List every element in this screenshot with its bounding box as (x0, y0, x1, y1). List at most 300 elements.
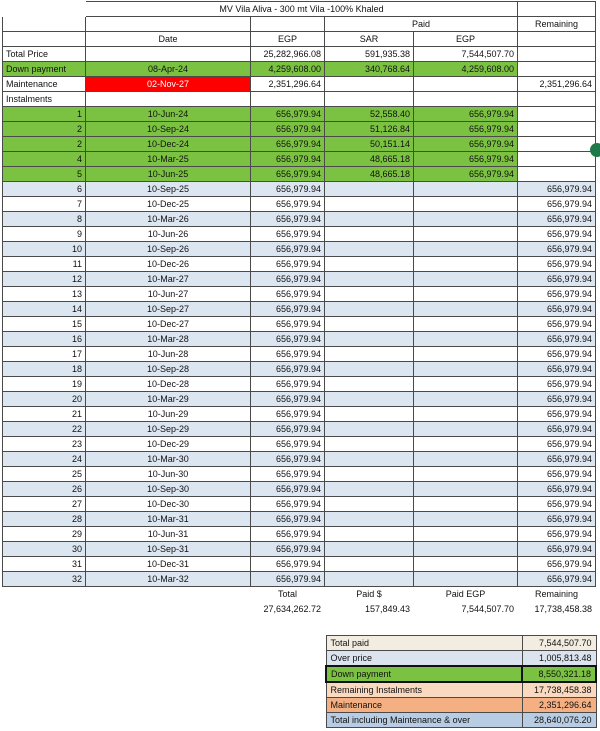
instalment-number[interactable]: 12 (3, 272, 86, 287)
instalment-remaining[interactable]: 656,979.94 (518, 437, 596, 452)
instalment-date[interactable]: 10-Dec-30 (86, 497, 251, 512)
blank-cell (3, 602, 86, 617)
instalment-date[interactable]: 10-Dec-24 (86, 137, 251, 152)
instalment-number[interactable]: 2 (3, 137, 86, 152)
instalment-number[interactable]: 16 (3, 332, 86, 347)
instalment-number[interactable]: 4 (3, 152, 86, 167)
instalment-row (3, 422, 596, 437)
blank-cell[interactable] (518, 47, 596, 62)
instalment-paid-egp[interactable] (414, 572, 518, 587)
instalment-egp[interactable]: 656,979.94 (251, 437, 325, 452)
maintenance-egp[interactable]: 2,351,296.64 (251, 77, 325, 92)
instalment-row (3, 212, 596, 227)
blank-cell (3, 2, 86, 17)
instalment-date[interactable]: 10-Sep-31 (86, 542, 251, 557)
down-payment-date[interactable]: 08-Apr-24 (86, 62, 251, 77)
instalment-number[interactable]: 13 (3, 287, 86, 302)
blank-cell[interactable] (3, 32, 86, 47)
instalment-remaining[interactable]: 656,979.94 (518, 287, 596, 302)
instalment-number[interactable]: 23 (3, 437, 86, 452)
instalment-paid-egp[interactable]: 656,979.94 (414, 167, 518, 182)
summary-table (325, 635, 597, 728)
instalment-number[interactable]: 17 (3, 347, 86, 362)
instalment-date[interactable]: 10-Jun-26 (86, 227, 251, 242)
instalment-paid-egp[interactable] (414, 437, 518, 452)
instalment-paid-egp[interactable] (414, 197, 518, 212)
blank-cell[interactable] (325, 92, 414, 107)
instalment-row (3, 197, 596, 212)
instalment-date[interactable]: 10-Dec-28 (86, 377, 251, 392)
summary-over-price-label[interactable]: Over price (326, 651, 522, 667)
instalment-sar[interactable] (325, 287, 414, 302)
instalment-paid-egp[interactable] (414, 287, 518, 302)
total-price-egp[interactable]: 25,282,966.08 (251, 47, 325, 62)
maintenance-remaining[interactable]: 2,351,296.64 (518, 77, 596, 92)
instalment-row (3, 167, 596, 182)
instalment-row (3, 287, 596, 302)
instalment-number[interactable]: 32 (3, 572, 86, 587)
instalment-sar[interactable] (325, 302, 414, 317)
instalment-paid-egp[interactable] (414, 182, 518, 197)
blank-cell[interactable] (414, 92, 518, 107)
instalment-number[interactable]: 27 (3, 497, 86, 512)
instalment-paid-egp[interactable] (414, 557, 518, 572)
down-payment-egp[interactable]: 4,259,608.00 (251, 62, 325, 77)
instalment-paid-egp[interactable] (414, 377, 518, 392)
instalment-remaining[interactable]: 656,979.94 (518, 242, 596, 257)
summary-row (326, 713, 596, 728)
instalment-egp[interactable]: 656,979.94 (251, 407, 325, 422)
maintenance-date[interactable]: 02-Nov-27 (86, 77, 251, 92)
summary-grand-total-label[interactable]: Total including Maintenance & over (326, 713, 522, 728)
blank-cell[interactable] (86, 17, 251, 32)
title-row (3, 2, 596, 17)
egp-header[interactable]: EGP (251, 32, 325, 47)
instalments-body (3, 107, 596, 587)
instalment-remaining[interactable]: 656,979.94 (518, 512, 596, 527)
totals-label-row (3, 587, 596, 602)
instalment-remaining[interactable]: 656,979.94 (518, 392, 596, 407)
sar-header[interactable]: SAR (325, 32, 414, 47)
instalment-sar[interactable] (325, 407, 414, 422)
instalment-remaining[interactable]: 656,979.94 (518, 347, 596, 362)
summary-row (326, 698, 596, 713)
instalment-egp[interactable]: 656,979.94 (251, 287, 325, 302)
instalment-number[interactable]: 1 (3, 107, 86, 122)
instalment-sar[interactable] (325, 332, 414, 347)
instalment-number[interactable]: 22 (3, 422, 86, 437)
instalment-paid-egp[interactable] (414, 527, 518, 542)
summary-down-payment-value[interactable]: 8,550,321.18 (522, 666, 596, 682)
instalment-number[interactable]: 7 (3, 197, 86, 212)
instalment-date[interactable]: 10-Mar-30 (86, 452, 251, 467)
instalment-date[interactable]: 10-Jun-25 (86, 167, 251, 182)
summary-remaining-label[interactable]: Remaining Instalments (326, 682, 522, 698)
total-price-label[interactable]: Total Price (3, 47, 86, 62)
instalment-sar[interactable] (325, 212, 414, 227)
instalment-date[interactable]: 10-Mar-32 (86, 572, 251, 587)
blank-cell[interactable] (518, 62, 596, 77)
totals-paid-usd-label: Paid $ (356, 589, 382, 599)
instalment-paid-egp[interactable] (414, 257, 518, 272)
instalment-row (3, 257, 596, 272)
down-payment-sar[interactable]: 340,768.64 (325, 62, 414, 77)
instalment-paid-egp[interactable] (414, 302, 518, 317)
instalment-sar[interactable]: 48,665.18 (325, 152, 414, 167)
instalment-sar[interactable] (325, 467, 414, 482)
instalment-paid-egp[interactable] (414, 392, 518, 407)
remaining-header[interactable]: Remaining (518, 17, 596, 32)
instalment-row (3, 152, 596, 167)
blank-cell[interactable] (86, 47, 251, 62)
summary-over-price-value[interactable]: 1,005,813.48 (522, 651, 596, 667)
instalment-remaining[interactable] (518, 152, 596, 167)
instalment-egp[interactable]: 656,979.94 (251, 572, 325, 587)
instalment-sar[interactable] (325, 572, 414, 587)
instalment-number[interactable]: 6 (3, 182, 86, 197)
instalment-row (3, 122, 596, 137)
instalment-remaining[interactable]: 656,979.94 (518, 197, 596, 212)
blank-cell (3, 587, 86, 602)
instalment-egp[interactable]: 656,979.94 (251, 317, 325, 332)
instalment-sar[interactable] (325, 527, 414, 542)
instalment-row (3, 527, 596, 542)
instalment-row (3, 557, 596, 572)
totals-remaining-label: Remaining (534, 589, 579, 599)
instalment-number[interactable]: 21 (3, 407, 86, 422)
instalment-paid-egp[interactable] (414, 467, 518, 482)
instalment-egp[interactable]: 656,979.94 (251, 122, 325, 137)
instalment-number[interactable]: 28 (3, 512, 86, 527)
instalment-sar[interactable] (325, 557, 414, 572)
instalment-remaining[interactable]: 656,979.94 (518, 362, 596, 377)
paid-header[interactable]: Paid (325, 17, 518, 32)
maintenance-row (3, 77, 596, 92)
summary-row (326, 636, 596, 651)
instalment-sar[interactable] (325, 317, 414, 332)
instalment-paid-egp[interactable] (414, 542, 518, 557)
down-payment-row (3, 62, 596, 77)
instalment-remaining[interactable]: 656,979.94 (518, 467, 596, 482)
blank-cell (86, 587, 251, 602)
totals-value-row (3, 602, 596, 617)
instalment-row (3, 512, 596, 527)
instalment-sar[interactable]: 50,151.14 (325, 137, 414, 152)
instalment-paid-egp[interactable] (414, 272, 518, 287)
instalment-egp[interactable]: 656,979.94 (251, 557, 325, 572)
instalment-sar[interactable] (325, 257, 414, 272)
instalment-sar[interactable] (325, 452, 414, 467)
instalment-remaining[interactable]: 656,979.94 (518, 542, 596, 557)
summary-row (326, 682, 596, 698)
instalment-paid-egp[interactable] (414, 512, 518, 527)
instalment-row (3, 437, 596, 452)
instalment-sar[interactable] (325, 437, 414, 452)
instalment-row (3, 347, 596, 362)
instalment-remaining[interactable]: 656,979.94 (518, 572, 596, 587)
selection-handle-icon[interactable] (590, 143, 600, 157)
paid-egp-header[interactable]: EGP (414, 32, 518, 47)
instalment-number[interactable]: 29 (3, 527, 86, 542)
instalment-egp[interactable]: 656,979.94 (251, 197, 325, 212)
instalment-remaining[interactable]: 656,979.94 (518, 332, 596, 347)
summary-row (326, 651, 596, 667)
instalment-number[interactable]: 15 (3, 317, 86, 332)
down-payment-paid-egp[interactable]: 4,259,608.00 (414, 62, 518, 77)
blank-cell[interactable] (518, 2, 596, 17)
instalment-egp[interactable]: 656,979.94 (251, 212, 325, 227)
instalment-number[interactable]: 20 (3, 392, 86, 407)
instalment-row (3, 137, 596, 152)
instalment-number[interactable]: 9 (3, 227, 86, 242)
instalment-paid-egp[interactable] (414, 497, 518, 512)
instalments-label[interactable]: Instalments (3, 92, 86, 107)
instalment-number[interactable]: 10 (3, 242, 86, 257)
instalment-number[interactable]: 24 (3, 452, 86, 467)
instalment-sar[interactable] (325, 422, 414, 437)
blank-cell[interactable] (251, 17, 325, 32)
instalment-paid-egp[interactable] (414, 482, 518, 497)
instalment-sar[interactable] (325, 542, 414, 557)
instalment-remaining[interactable]: 656,979.94 (518, 422, 596, 437)
instalment-date[interactable]: 10-Mar-26 (86, 212, 251, 227)
instalment-sar[interactable] (325, 182, 414, 197)
instalment-row (3, 482, 596, 497)
instalment-row (3, 572, 596, 587)
instalment-number[interactable]: 8 (3, 212, 86, 227)
instalment-number[interactable]: 30 (3, 542, 86, 557)
instalment-sar[interactable] (325, 362, 414, 377)
instalment-date[interactable]: 10-Sep-29 (86, 422, 251, 437)
instalment-remaining[interactable]: 656,979.94 (518, 227, 596, 242)
instalment-egp[interactable]: 656,979.94 (251, 377, 325, 392)
instalment-number[interactable]: 14 (3, 302, 86, 317)
instalments-label-row (3, 92, 596, 107)
instalment-egp[interactable]: 656,979.94 (251, 182, 325, 197)
blank-cell[interactable] (3, 17, 86, 32)
totals-paid-egp-value: 7,544,507.70 (461, 604, 514, 614)
instalment-remaining[interactable]: 656,979.94 (518, 407, 596, 422)
instalment-paid-egp[interactable] (414, 362, 518, 377)
instalment-egp[interactable]: 656,979.94 (251, 227, 325, 242)
instalment-egp[interactable]: 656,979.94 (251, 167, 325, 182)
instalment-number[interactable]: 26 (3, 482, 86, 497)
summary-row (326, 666, 596, 682)
instalment-remaining[interactable]: 656,979.94 (518, 317, 596, 332)
instalment-sar[interactable] (325, 197, 414, 212)
instalment-egp[interactable]: 656,979.94 (251, 422, 325, 437)
instalment-egp[interactable]: 656,979.94 (251, 392, 325, 407)
instalment-egp[interactable]: 656,979.94 (251, 257, 325, 272)
instalment-date[interactable]: 10-Jun-27 (86, 287, 251, 302)
instalment-remaining[interactable]: 656,979.94 (518, 272, 596, 287)
instalment-row (3, 242, 596, 257)
instalment-paid-egp[interactable]: 656,979.94 (414, 137, 518, 152)
instalment-sar[interactable] (325, 347, 414, 362)
instalment-sar[interactable] (325, 512, 414, 527)
instalment-date[interactable]: 10-Jun-31 (86, 527, 251, 542)
instalment-date[interactable]: 10-Dec-29 (86, 437, 251, 452)
instalment-egp[interactable]: 656,979.94 (251, 482, 325, 497)
instalment-sar[interactable]: 51,126.84 (325, 122, 414, 137)
instalment-row (3, 392, 596, 407)
instalment-egp[interactable]: 656,979.94 (251, 242, 325, 257)
instalment-row (3, 452, 596, 467)
instalment-remaining[interactable] (518, 122, 596, 137)
instalment-sar[interactable]: 48,665.18 (325, 167, 414, 182)
blank-cell[interactable] (251, 92, 325, 107)
instalment-remaining[interactable]: 656,979.94 (518, 452, 596, 467)
instalment-remaining[interactable]: 656,979.94 (518, 527, 596, 542)
blank-cell (86, 602, 251, 617)
instalment-egp[interactable]: 656,979.94 (251, 347, 325, 362)
instalment-sar[interactable] (325, 482, 414, 497)
instalment-remaining[interactable]: 656,979.94 (518, 482, 596, 497)
blank-cell[interactable] (414, 77, 518, 92)
blank-cell[interactable] (86, 92, 251, 107)
instalment-number[interactable]: 25 (3, 467, 86, 482)
instalment-egp[interactable]: 656,979.94 (251, 152, 325, 167)
instalment-remaining[interactable]: 656,979.94 (518, 302, 596, 317)
instalment-row (3, 182, 596, 197)
instalment-paid-egp[interactable] (414, 407, 518, 422)
instalment-date[interactable]: 10-Jun-24 (86, 107, 251, 122)
instalment-sar[interactable] (325, 392, 414, 407)
instalment-sar[interactable] (325, 272, 414, 287)
instalment-date[interactable]: 10-Mar-31 (86, 512, 251, 527)
instalment-date[interactable]: 10-Mar-27 (86, 272, 251, 287)
instalment-date[interactable]: 10-Sep-25 (86, 182, 251, 197)
instalment-date[interactable]: 10-Sep-28 (86, 362, 251, 377)
blank-cell[interactable] (325, 77, 414, 92)
instalment-egp[interactable]: 656,979.94 (251, 137, 325, 152)
instalment-remaining[interactable]: 656,979.94 (518, 182, 596, 197)
instalment-remaining[interactable] (518, 137, 596, 152)
instalment-sar[interactable] (325, 497, 414, 512)
instalment-egp[interactable]: 656,979.94 (251, 272, 325, 287)
instalment-date[interactable]: 10-Dec-25 (86, 197, 251, 212)
down-payment-label[interactable]: Down payment (3, 62, 86, 77)
instalment-date[interactable]: 10-Sep-27 (86, 302, 251, 317)
total-price-row (3, 47, 596, 62)
instalment-sar[interactable] (325, 377, 414, 392)
summary-down-payment-label[interactable]: Down payment (326, 666, 522, 682)
instalment-row (3, 302, 596, 317)
summary-maintenance-label[interactable]: Maintenance (326, 698, 522, 713)
instalment-date[interactable]: 10-Dec-31 (86, 557, 251, 572)
instalment-date[interactable]: 10-Dec-27 (86, 317, 251, 332)
instalment-paid-egp[interactable] (414, 347, 518, 362)
instalment-date[interactable]: 10-Sep-24 (86, 122, 251, 137)
instalment-paid-egp[interactable] (414, 332, 518, 347)
sheet-title[interactable]: MV Vila Aliva - 300 mt Vila -100% Khaled (86, 2, 518, 17)
instalment-paid-egp[interactable]: 656,979.94 (414, 107, 518, 122)
instalment-date[interactable]: 10-Jun-28 (86, 347, 251, 362)
instalment-egp[interactable]: 656,979.94 (251, 452, 325, 467)
instalment-egp[interactable]: 656,979.94 (251, 302, 325, 317)
paid-header-row (3, 17, 596, 32)
instalment-paid-egp[interactable] (414, 452, 518, 467)
total-price-paid-egp[interactable]: 7,544,507.70 (414, 47, 518, 62)
instalment-egp[interactable]: 656,979.94 (251, 512, 325, 527)
instalment-remaining[interactable] (518, 167, 596, 182)
instalment-remaining[interactable]: 656,979.94 (518, 497, 596, 512)
spreadsheet-table (2, 1, 596, 617)
totals-total-value: 27,634,262.72 (263, 604, 321, 614)
blank-cell[interactable] (518, 32, 596, 47)
instalment-egp[interactable]: 656,979.94 (251, 497, 325, 512)
totals-paid-egp-label: Paid EGP (445, 589, 486, 599)
instalment-row (3, 272, 596, 287)
instalment-date[interactable]: 10-Mar-28 (86, 332, 251, 347)
instalment-row (3, 227, 596, 242)
instalment-remaining[interactable]: 656,979.94 (518, 377, 596, 392)
instalment-number[interactable]: 5 (3, 167, 86, 182)
summary-total-paid-label[interactable]: Total paid (326, 636, 522, 651)
instalment-egp[interactable]: 656,979.94 (251, 332, 325, 347)
summary-total-paid-value[interactable]: 7,544,507.70 (522, 636, 596, 651)
instalment-sar[interactable] (325, 242, 414, 257)
instalment-remaining[interactable]: 656,979.94 (518, 257, 596, 272)
instalment-remaining[interactable]: 656,979.94 (518, 212, 596, 227)
instalment-paid-egp[interactable] (414, 317, 518, 332)
instalment-number[interactable]: 31 (3, 557, 86, 572)
instalment-number[interactable]: 19 (3, 377, 86, 392)
instalment-date[interactable]: 10-Jun-30 (86, 467, 251, 482)
summary-maintenance-value[interactable]: 2,351,296.64 (522, 698, 596, 713)
total-price-sar[interactable]: 591,935.38 (325, 47, 414, 62)
instalment-date[interactable]: 10-Sep-26 (86, 242, 251, 257)
instalment-egp[interactable]: 656,979.94 (251, 527, 325, 542)
instalment-row (3, 407, 596, 422)
instalment-row (3, 107, 596, 122)
instalment-sar[interactable] (325, 227, 414, 242)
instalment-row (3, 542, 596, 557)
summary-grand-total-value[interactable]: 28,640,076.20 (522, 713, 596, 728)
instalment-paid-egp[interactable] (414, 242, 518, 257)
instalment-row (3, 332, 596, 347)
instalment-egp[interactable]: 656,979.94 (251, 107, 325, 122)
date-header[interactable]: Date (86, 32, 251, 47)
summary-remaining-value[interactable]: 17,738,458.38 (522, 682, 596, 698)
instalment-number[interactable]: 2 (3, 122, 86, 137)
instalment-date[interactable]: 10-Mar-29 (86, 392, 251, 407)
instalment-row (3, 377, 596, 392)
instalment-date[interactable]: 10-Mar-25 (86, 152, 251, 167)
instalment-remaining[interactable]: 656,979.94 (518, 557, 596, 572)
instalment-paid-egp[interactable] (414, 227, 518, 242)
instalment-remaining[interactable] (518, 107, 596, 122)
instalment-paid-egp[interactable] (414, 422, 518, 437)
instalment-date[interactable]: 10-Dec-26 (86, 257, 251, 272)
instalment-egp[interactable]: 656,979.94 (251, 467, 325, 482)
blank-cell[interactable] (518, 92, 596, 107)
instalment-egp[interactable]: 656,979.94 (251, 362, 325, 377)
instalment-date[interactable]: 10-Jun-29 (86, 407, 251, 422)
instalment-egp[interactable]: 656,979.94 (251, 542, 325, 557)
instalment-number[interactable]: 18 (3, 362, 86, 377)
instalment-paid-egp[interactable]: 656,979.94 (414, 122, 518, 137)
instalment-row (3, 317, 596, 332)
column-header-row (3, 32, 596, 47)
instalment-sar[interactable]: 52,558.40 (325, 107, 414, 122)
instalment-row (3, 497, 596, 512)
instalment-number[interactable]: 11 (3, 257, 86, 272)
maintenance-label[interactable]: Maintenance (3, 77, 86, 92)
instalment-paid-egp[interactable] (414, 212, 518, 227)
instalment-date[interactable]: 10-Sep-30 (86, 482, 251, 497)
instalment-paid-egp[interactable]: 656,979.94 (414, 152, 518, 167)
